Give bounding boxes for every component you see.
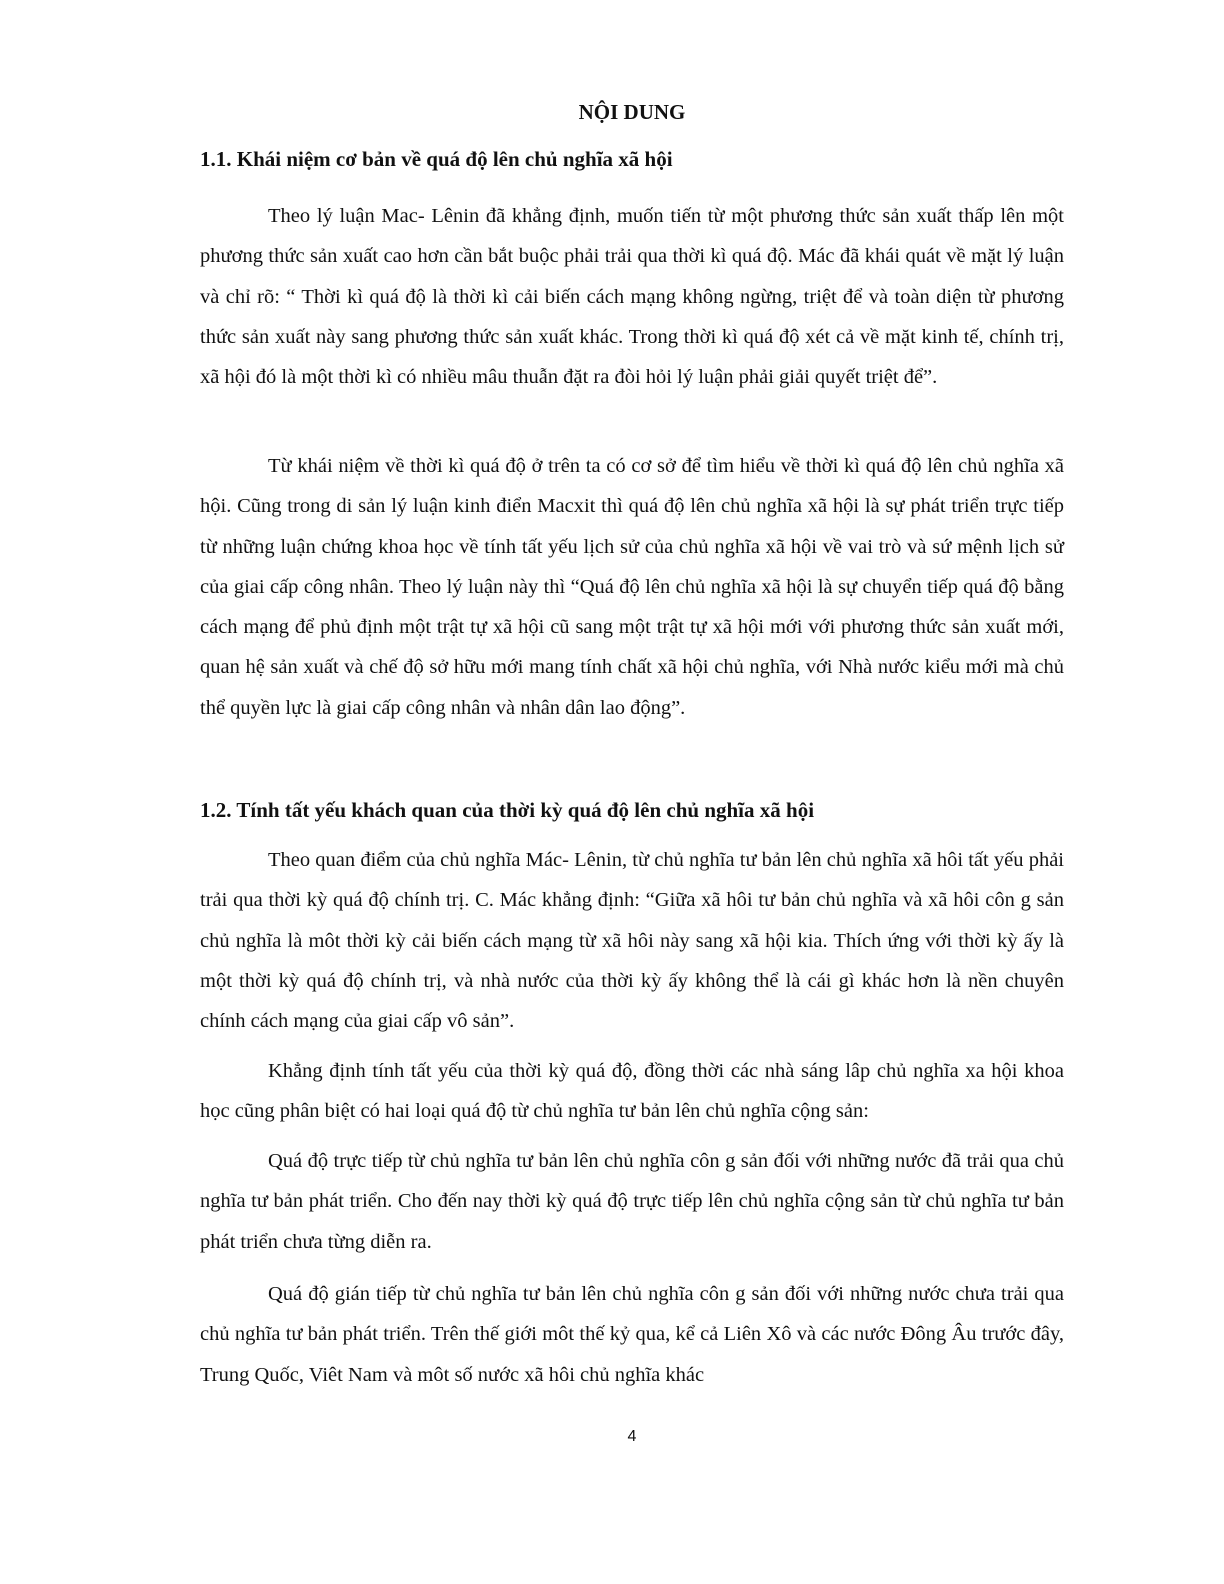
paragraph-1-1-b: Từ khái niệm về thời kì quá độ ở trên ta có cơ sở để tìm hiểu về thời kì quá độ lên chủ nghĩa xã hội. Cũng trong di sản lý luận kinh điển Macxit thì quá độ lên chủ nghĩa xã hội là sự phát triển trực tiếp từ những luận chứng khoa học về tính tất yếu lịch sử của chủ nghĩa xã hội về vai trò và sứ mệnh lịch sử của giai cấp công nhân. Theo lý luận này thì “Quá độ lên chủ nghĩa xã hội là sự chuyển tiếp quá độ bằng cách mạng để phủ định một trật tự xã hội cũ sang một trật tự xã hội mới với phương thức sản xuất mới, quan hệ sản xuất và chế độ sở hữu mới mang tính chất xã hội chủ nghĩa, với Nhà nước kiểu mới mà chủ thể quyền lực là giai cấp công nhân và nhân dân lao động”. bbox=[200, 455, 1064, 719]
page-title: NỘI DUNG bbox=[578, 100, 686, 124]
section-heading-1-1: 1.1. Khái niệm cơ bản về quá độ lên chủ nghĩa xã hội bbox=[200, 147, 673, 171]
paragraph-1-2-d: Quá độ gián tiếp từ chủ nghĩa tư bản lên chủ nghĩa côn g sản đối với những nước chưa trải qua chủ nghĩa tư bản phát triển. Trên thế giới môt thế kỷ qua, kể cả Liên Xô và các nước Đông Âu trước đây, Trung Quốc, Viêt Nam và môt số nước xã hôi chủ nghĩa khác bbox=[200, 1283, 1064, 1386]
paragraph-1-2-c: Quá độ trực tiếp từ chủ nghĩa tư bản lên chủ nghĩa côn g sản đối với những nước đã trải qua chủ nghĩa tư bản phát triển. Cho đến nay thời kỳ quá độ trực tiếp lên chủ nghĩa cộng sản từ chủ nghĩa tư bản phát triển chưa từng diễn ra. bbox=[200, 1150, 1064, 1253]
paragraph-1-1-a: Theo lý luận Mac- Lênin đã khẳng định, muốn tiến từ một phương thức sản xuất thấp lên một phương thức sản xuất cao hơn cần bắt buộc phải trải qua thời kì quá độ. Mác đã khái quát về mặt lý luận và chỉ rõ: “ Thời kì quá độ là thời kì cải biến cách mạng không ngừng, triệt để và toàn diện từ phương thức sản xuất này sang phương thức sản xuất khác. Trong thời kì quá độ xét cả về mặt kinh tế, chính trị, xã hội đó là một thời kì có nhiều mâu thuẫn đặt ra đòi hỏi lý luận phải giải quyết triệt để”. bbox=[200, 205, 1064, 389]
section-heading-1-2: 1.2. Tính tất yếu khách quan của thời kỳ quá độ lên chủ nghĩa xã hội bbox=[200, 798, 815, 822]
page-number: 4 bbox=[627, 1428, 637, 1445]
paragraph-1-2-b: Khẳng định tính tất yếu của thời kỳ quá độ, đồng thời các nhà sáng lâp chủ nghĩa xa hội khoa học cũng phân biệt có hai loại quá độ từ chủ nghĩa tư bản lên chủ nghĩa cộng sản: bbox=[200, 1060, 1064, 1123]
paragraph-1-2-a: Theo quan điểm của chủ nghĩa Mác- Lênin, từ chủ nghĩa tư bản lên chủ nghĩa xã hôi tất yếu phải trải qua thời kỳ quá độ chính trị. C. Mác khẳng định: “Giữa xã hôi tư bản chủ nghĩa và xã hôi côn g sản chủ nghĩa là môt thời kỳ cải biến cách mạng từ xã hôi này sang xã hội kia. Thích ứng với thời kỳ ấy là một thời kỳ quá độ chính trị, và nhà nước của thời kỳ ấy không thể là cái gì khác hơn là nền chuyên chính cách mạng của giai cấp vô sản”. bbox=[200, 849, 1064, 1033]
